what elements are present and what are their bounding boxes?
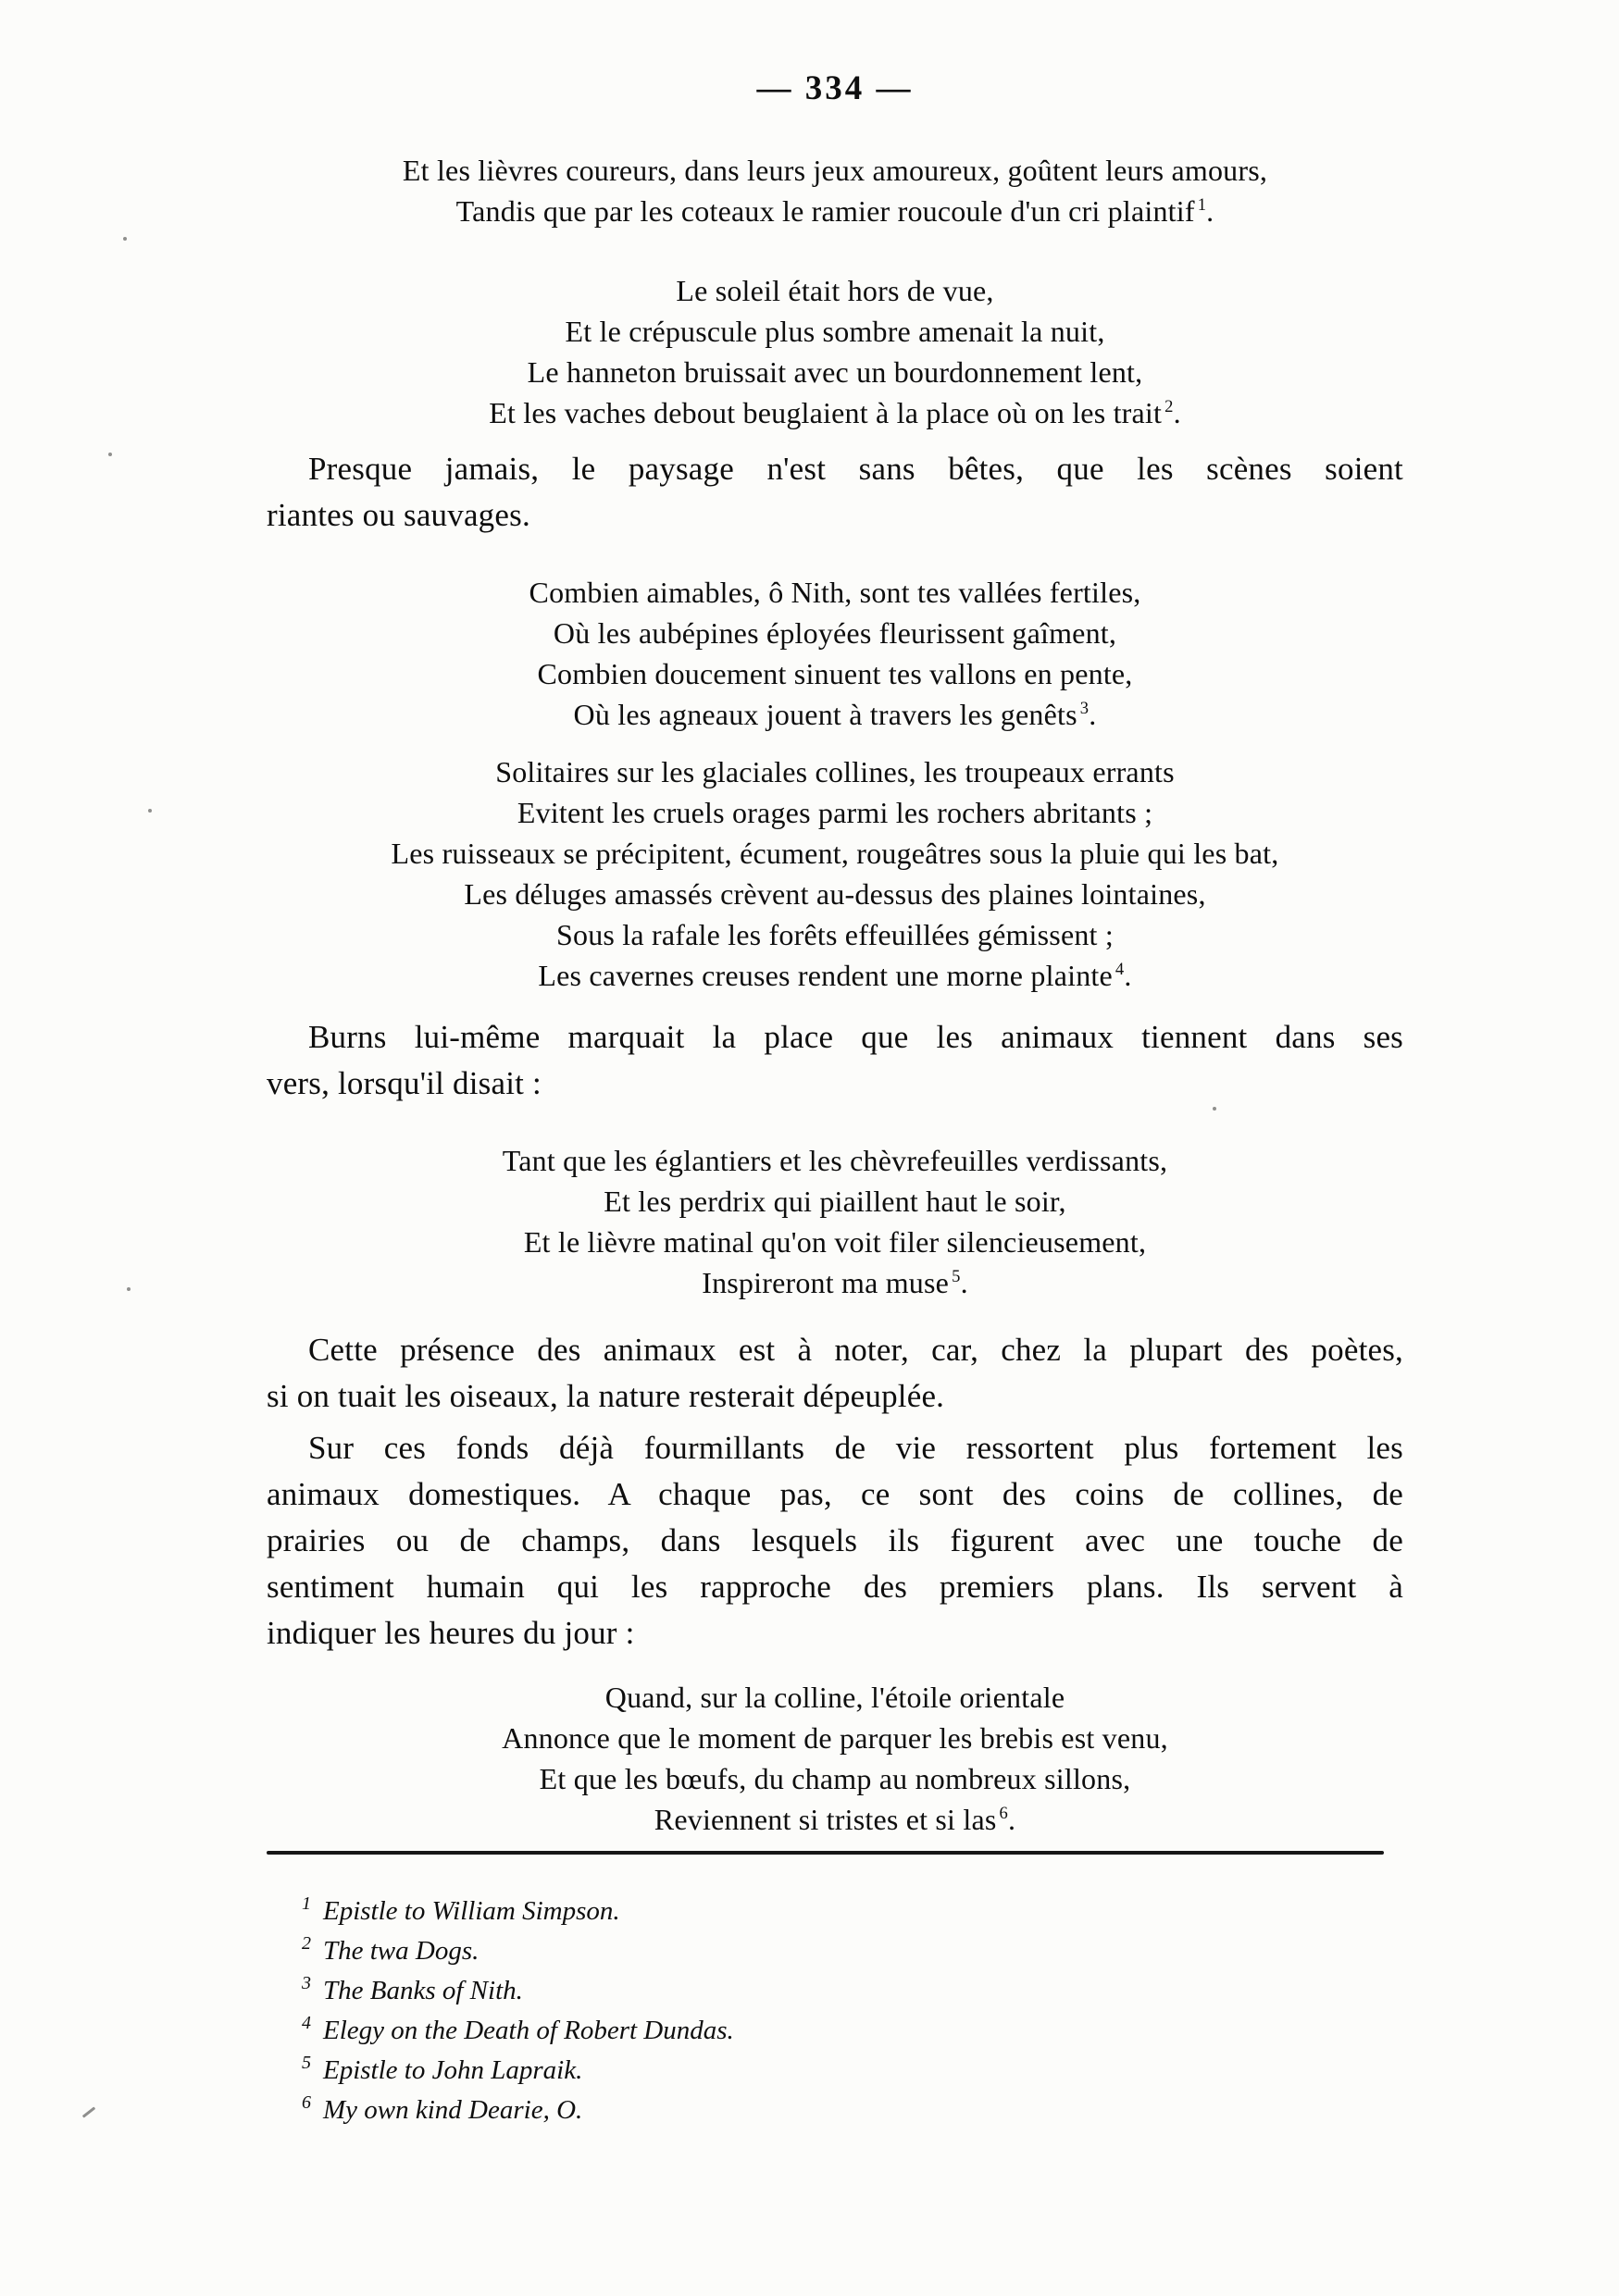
prose-line: sentiment humain qui les rapproche des premiers plans. Ils servent à (267, 1569, 1403, 1605)
verse-line: Le hanneton bruissait avec un bourdonnement lent, (527, 355, 1143, 389)
prose-line: animaux domestiques. A chaque pas, ce sont des coins de collines, de (267, 1476, 1403, 1512)
scan-mark (82, 2106, 95, 2117)
footnotes (267, 1892, 1403, 2130)
footnote-ref-5: 5 (952, 1267, 961, 1287)
verse-quote-dusk (267, 270, 1403, 433)
prose-line: Sur ces fonds déjà fourmillants de vie ressortent plus fortement les (308, 1430, 1403, 1466)
scan-speck (123, 237, 127, 241)
verse-quote-briers (267, 1140, 1403, 1303)
footnote-item: $^2$ The twa Dogs. (302, 1933, 479, 1966)
footnote-item: $^4$ Elegy on the Death of Robert Dundas. (302, 2013, 734, 2045)
verse-line: Et les lièvres coureurs, dans leurs jeux amoureux, goûtent leurs amours, (402, 154, 1268, 187)
footnote-text: Epistle to John Lapraik. (323, 2055, 583, 2085)
verse-line: Combien doucement sinuent tes vallons en pente, (537, 657, 1133, 690)
prose-line: Burns lui-même marquait la place que les animaux tiennent dans ses (308, 1019, 1403, 1055)
verse-line: Quand, sur la colline, l'étoile orientale (604, 1681, 1065, 1714)
verse-quote-nith (267, 572, 1403, 735)
footnote-separator (267, 1851, 1384, 1855)
verse-line: Inspireront ma muse $^5$. (702, 1266, 968, 1299)
prose-line: riantes ou sauvages. (267, 497, 530, 533)
prose-line: si on tuait les oiseaux, la nature resterait dépeuplée. (267, 1378, 945, 1414)
verse-line: Annonce que le moment de parquer les brebis est venu, (502, 1721, 1168, 1755)
verse-line: Tant que les églantiers et les chèvrefeuilles verdissants, (502, 1144, 1168, 1177)
scan-speck (108, 453, 112, 456)
prose-line: vers, lorsqu'il disait : (267, 1065, 542, 1101)
verse-line: Et le crépuscule plus sombre amenait la nuit, (565, 315, 1105, 348)
page-number: — 334 — (756, 69, 914, 107)
prose-paragraph-presence (267, 1327, 1403, 1420)
prose-paragraph-burns (267, 1014, 1403, 1107)
verse-line: Sous la rafale les forêts effeuillées gémissent ; (556, 918, 1114, 951)
verse-line: Où les aubépines éployées fleurissent gaîment, (553, 616, 1117, 650)
verse-line: Les ruisseaux se précipitent, écument, rougeâtres sous la pluie qui les bat, (391, 837, 1279, 870)
prose-paragraph-presque (267, 446, 1403, 539)
verse-quote-hares (267, 150, 1403, 231)
footnote-ref-1: 1 (1197, 195, 1207, 216)
verse-line: Reviennent si tristes et si las $^6$. (654, 1803, 1016, 1836)
prose-paragraph-fonds (267, 1425, 1403, 1657)
footnote-ref-3: 3 (1079, 699, 1090, 719)
verse-line: Où les agneaux jouent à travers les genêts $^3$. (573, 698, 1097, 731)
verse-line: Et le lièvre matinal qu'on voit filer silencieusement, (523, 1225, 1147, 1259)
scan-speck (148, 809, 152, 813)
footnote-text: Elegy on the Death of Robert Dundas. (323, 2016, 734, 2045)
text-column (267, 0, 1403, 2130)
prose-line: prairies ou de champs, dans lesquels ils figurent avec une touche de (267, 1522, 1403, 1558)
verse-line: Et les perdrix qui piaillent haut le soir, (604, 1185, 1066, 1218)
verse-line: Solitaires sur les glaciales collines, les troupeaux errants (495, 755, 1175, 788)
footnote-ref-6: 6 (999, 1804, 1008, 1824)
verse-line: Et les vaches debout beuglaient à la place où on les trait $^2$. (489, 396, 1181, 429)
footnote-text: The twa Dogs. (323, 1936, 479, 1966)
prose-line: Presque jamais, le paysage n'est sans bêtes, que les scènes soient (308, 451, 1403, 487)
verse-line: Les déluges amassés crèvent au-dessus des plaines lointaines, (464, 877, 1206, 911)
footnote-text: Epistle to William Simpson. (323, 1896, 620, 1926)
footnote-item: $^1$ Epistle to William Simpson. (302, 1893, 620, 1926)
footnote-ref-4: 4 (1115, 960, 1125, 980)
verse-quote-storm (267, 751, 1403, 996)
verse-quote-evening (267, 1677, 1403, 1840)
verse-line: Tandis que par les coteaux le ramier roucoule d'un cri plaintif $^1$. (455, 194, 1214, 228)
verse-line: Et que les bœufs, du champ au nombreux sillons, (539, 1762, 1131, 1795)
prose-line: Cette présence des animaux est à noter, car, chez la plupart des poètes, (308, 1332, 1403, 1368)
verse-line: Les cavernes creuses rendent une morne plainte $^4$. (538, 959, 1132, 992)
verse-line: Combien aimables, ô Nith, sont tes vallées fertiles, (529, 576, 1141, 609)
footnote-text: My own kind Dearie, O. (323, 2095, 583, 2125)
verse-line: Le soleil était hors de vue, (676, 274, 994, 307)
prose-line: indiquer les heures du jour : (267, 1615, 635, 1651)
footnote-item: $^5$ Epistle to John Lapraik. (302, 2053, 583, 2085)
verse-line: Evitent les cruels orages parmi les rochers abritants ; (517, 796, 1153, 829)
footnote-item: $^3$ The Banks of Nith. (302, 1973, 523, 2005)
footnote-item: $^6$ My own kind Dearie, O. (302, 2092, 583, 2125)
scan-speck (127, 1287, 131, 1291)
footnote-text: The Banks of Nith. (323, 1976, 523, 2005)
footnote-ref-2: 2 (1164, 397, 1174, 417)
